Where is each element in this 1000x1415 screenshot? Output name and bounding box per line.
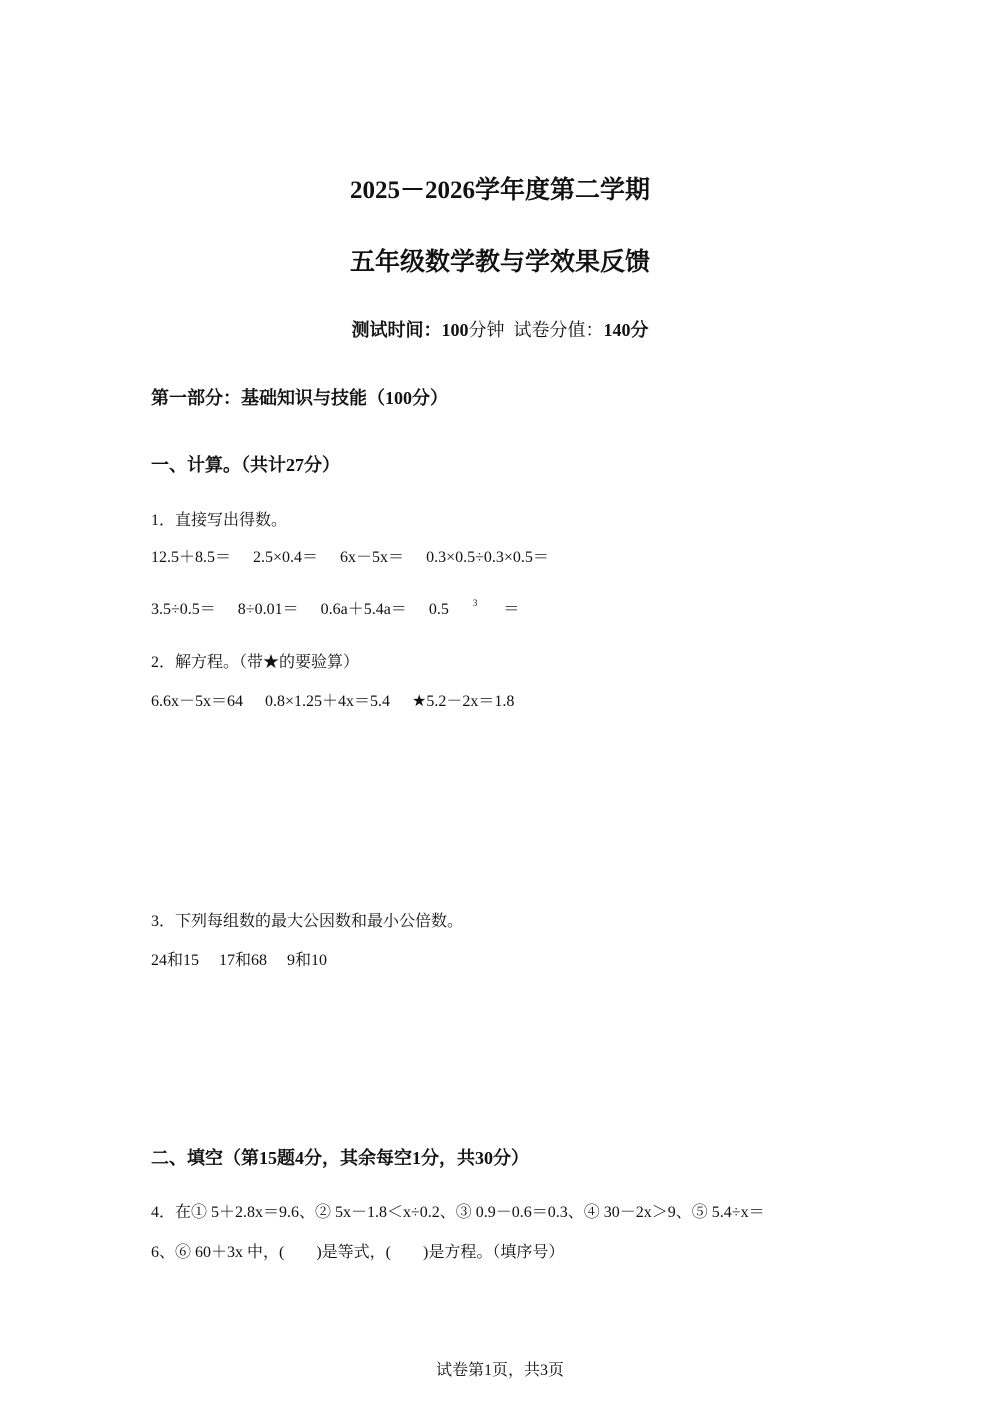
calc-item: 2.5×0.4＝: [253, 549, 319, 566]
page-footer: 试卷第1页，共3页: [435, 1362, 564, 1379]
power-base: 0.5: [428, 601, 449, 618]
number-pair: 24和15: [151, 952, 200, 969]
question-2-label: 2．解方程。（带★的要验算）: [151, 654, 360, 671]
equation-item: 0.8×1.25＋4x＝5.4: [265, 693, 391, 710]
number-pair: 9和10: [287, 952, 328, 969]
section1-title: 一、计算。（共计27分）: [151, 455, 340, 475]
calc-item: 12.5＋8.5＝: [151, 549, 232, 566]
score-value: 140: [603, 320, 631, 340]
calc-item: 0.3×0.5÷0.3×0.5＝: [426, 549, 549, 566]
title-line-1: 2025－2026学年度第二学期: [349, 177, 650, 204]
question-1-row-2: [151, 596, 541, 619]
question-3-items: [151, 947, 349, 970]
test-meta: [0, 316, 1000, 342]
calc-item-power: [428, 598, 542, 618]
question-4-line-2: 6、⑥ 60＋3x 中，( )是等式，( )是方程。（填序号）: [151, 1244, 565, 1261]
title-line-2: 五年级数学教与学效果反馈: [349, 249, 650, 276]
power-exponent: 3: [472, 598, 478, 608]
time-label: 测试时间：: [351, 320, 442, 340]
score-label: 试卷分值：: [513, 320, 604, 340]
question-2-items: [151, 688, 536, 711]
power-equals: ＝: [503, 601, 520, 618]
equation-item: ★5.2－2x＝1.8: [412, 693, 515, 710]
question-3-label: 3．下列每组数的最大公因数和最小公倍数。: [151, 913, 464, 930]
question-1-row-1: [151, 544, 571, 567]
part1-title: 第一部分：基础知识与技能（100分）: [151, 388, 448, 408]
question-1-label: 1．直接写出得数。: [151, 512, 288, 529]
calc-item: 6x－5x＝: [340, 549, 405, 566]
calc-item: 0.6a＋5.4a＝: [320, 601, 407, 618]
score-unit: 分: [630, 320, 649, 340]
calc-item: 3.5÷0.5＝: [151, 601, 216, 618]
calc-item: 8÷0.01＝: [237, 601, 299, 618]
time-value: 100: [441, 320, 469, 340]
section2-title: 二、填空（第15题4分，其余每空1分，共30分）: [151, 1148, 529, 1168]
time-unit: 分钟: [468, 320, 505, 340]
number-pair: 17和68: [219, 952, 268, 969]
question-4-line-1: 4．在① 5＋2.8x＝9.6、② 5x－1.8＜x÷0.2、③ 0.9－0.6＝0.3、④ 30－2x＞9、⑤ 5.4÷x＝: [151, 1204, 765, 1221]
equation-item: 6.6x－5x＝64: [151, 693, 244, 710]
